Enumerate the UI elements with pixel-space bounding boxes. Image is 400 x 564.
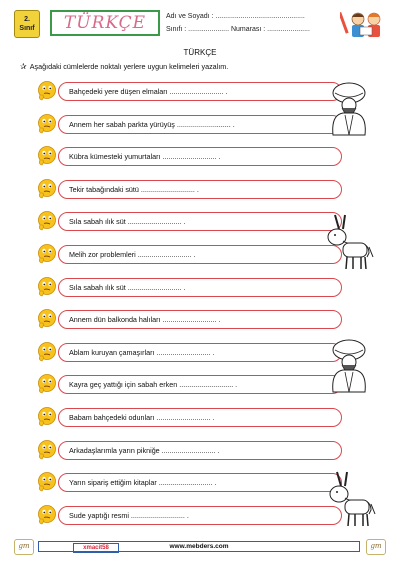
footer-code: xmacit58 bbox=[73, 543, 119, 553]
sentence-text[interactable]: Sıla sabah ılık süt ........................... . bbox=[58, 212, 342, 231]
thinking-emoji-icon bbox=[36, 80, 58, 102]
sentence-text[interactable]: Annem her sabah parkta yürüyüş ........................... . bbox=[58, 115, 342, 134]
thinking-emoji-icon bbox=[36, 406, 58, 428]
thinking-emoji-icon bbox=[36, 178, 58, 200]
sentence-text[interactable]: Yarın sipariş ettiğim kitaplar ........................... . bbox=[58, 473, 342, 492]
sentence-text[interactable]: Sude yaptığı resmi ........................... . bbox=[58, 506, 342, 525]
sentence-text[interactable]: Ablam kuruyan çamaşırları ........................... . bbox=[58, 343, 342, 362]
donkey-illustration bbox=[323, 213, 375, 273]
footer-logo-left: gm bbox=[14, 539, 34, 555]
sentence-row bbox=[36, 276, 318, 299]
footer-bar bbox=[38, 541, 360, 552]
footer-website: www.mebders.com bbox=[169, 543, 229, 550]
subject-title: TÜRKÇE bbox=[63, 13, 147, 33]
nasreddin-hoca-illustration bbox=[325, 81, 373, 137]
thinking-emoji-icon bbox=[36, 341, 58, 363]
thinking-emoji-icon bbox=[36, 504, 58, 526]
sentence-row bbox=[36, 80, 318, 103]
thinking-emoji-icon bbox=[36, 210, 58, 232]
thinking-emoji-icon bbox=[36, 439, 58, 461]
sentence-row bbox=[36, 439, 318, 462]
thinking-emoji-icon bbox=[36, 373, 58, 395]
sentence-row bbox=[36, 373, 318, 396]
thinking-emoji-icon bbox=[36, 471, 58, 493]
sentence-row bbox=[36, 341, 318, 364]
sentence-text[interactable]: Annem dün balkonda halıları ........................... . bbox=[58, 310, 342, 329]
class-number-field-label: Sınıfı : ..................... Numarası : ...................... bbox=[166, 26, 310, 33]
nasreddin-hoca-illustration bbox=[325, 338, 373, 394]
sentence-text[interactable]: Kübra kümesteki yumurtaları ........................... . bbox=[58, 147, 342, 166]
thinking-emoji-icon bbox=[36, 145, 58, 167]
thinking-emoji-icon bbox=[36, 243, 58, 265]
sentence-text[interactable]: Sıla sabah ılık süt ........................... . bbox=[58, 278, 342, 297]
worksheet-footer bbox=[10, 538, 390, 554]
sentence-row bbox=[36, 471, 318, 494]
instruction-label: Aşağıdaki cümlelerde noktalı yerlere uygun kelimeleri yazalım. bbox=[29, 62, 229, 71]
sentence-row bbox=[36, 308, 318, 331]
name-field-label: Adı ve Soyadı : .............................................. bbox=[166, 13, 305, 20]
sentence-text[interactable]: Bahçedeki yere düşen elmaları ........................... . bbox=[58, 82, 342, 101]
student-info bbox=[166, 10, 354, 38]
sentence-row bbox=[36, 406, 318, 429]
worksheet-header bbox=[10, 8, 390, 42]
instruction-text bbox=[20, 62, 228, 71]
sentence-text[interactable]: Melih zor problemleri ........................... . bbox=[58, 245, 342, 264]
sentence-text[interactable]: Tekir tabağındaki sütü ........................... . bbox=[58, 180, 342, 199]
sentence-text[interactable]: Babam bahçedeki odunları ........................... . bbox=[58, 408, 342, 427]
sentence-row bbox=[36, 145, 318, 168]
sentence-row bbox=[36, 243, 318, 266]
sentence-row bbox=[36, 210, 318, 233]
sentence-row bbox=[36, 113, 318, 136]
section-title: TÜRKÇE bbox=[183, 48, 217, 57]
kids-reading-icon bbox=[340, 8, 386, 40]
subject-title-box bbox=[50, 10, 160, 36]
thinking-emoji-icon bbox=[36, 308, 58, 330]
sentence-text[interactable]: Kayra geç yattığı için sabah erken ........................... . bbox=[58, 375, 342, 394]
sentence-text[interactable]: Arkadaşlarımla yarın pikniğe ........................... . bbox=[58, 441, 342, 460]
thinking-emoji-icon bbox=[36, 276, 58, 298]
thinking-emoji-icon bbox=[36, 113, 58, 135]
sentence-row bbox=[36, 504, 318, 527]
star-icon: ✰ bbox=[20, 62, 27, 71]
donkey-illustration bbox=[325, 470, 377, 530]
worksheet-page bbox=[10, 8, 390, 556]
grade-number: 2. bbox=[24, 16, 30, 23]
footer-logo-right: gm bbox=[366, 539, 386, 555]
grade-word: Sınıf bbox=[19, 25, 35, 32]
sentence-row bbox=[36, 178, 318, 201]
grade-badge bbox=[14, 10, 40, 38]
